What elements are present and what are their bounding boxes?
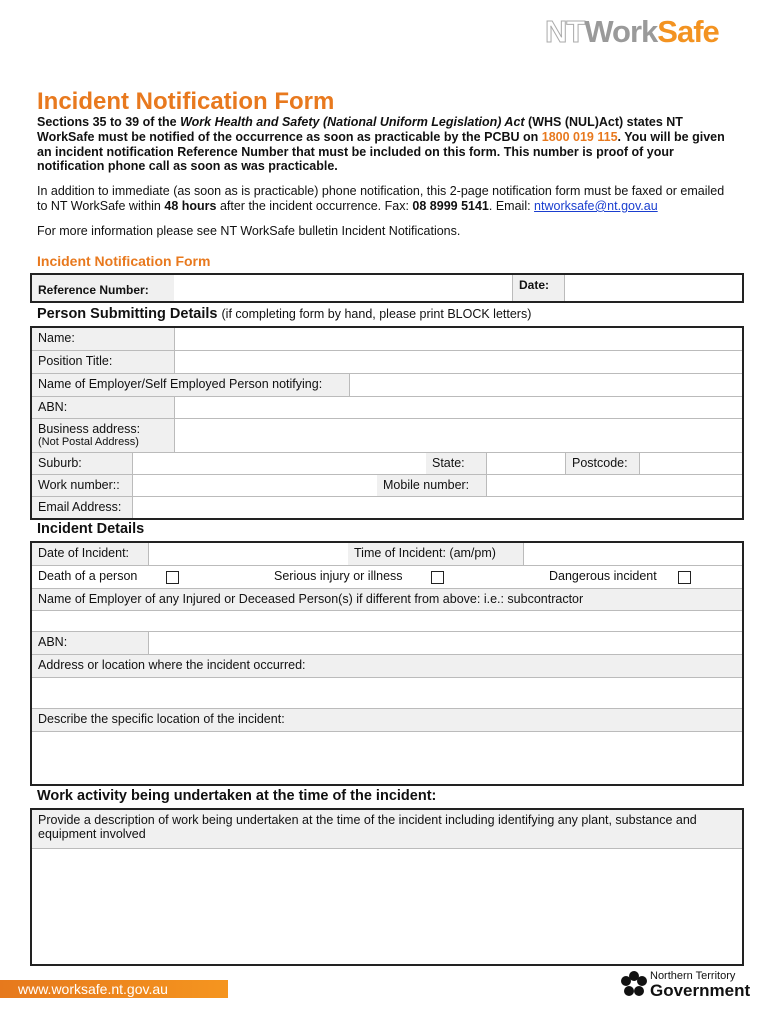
specific-location-label: Describe the specific location of the incident: xyxy=(32,709,742,731)
state-label: State: xyxy=(426,453,486,474)
intro-paragraph-2 xyxy=(37,184,737,214)
email-link[interactable]: ntworksafe@nt.gov.au xyxy=(534,198,658,213)
logo-work: Work xyxy=(584,14,658,49)
date-of-incident-label: Date of Incident: xyxy=(32,543,148,565)
label-text: Business address: xyxy=(38,422,141,436)
gov-line-2: Government xyxy=(650,981,751,1000)
serious-injury-label: Serious injury or illness xyxy=(274,569,403,583)
name-label: Name: xyxy=(32,328,174,350)
dangerous-incident-checkbox[interactable] xyxy=(678,571,691,584)
heading-note: (if completing form by hand, please print BLOCK letters) xyxy=(221,307,532,321)
work-number-label: Work number:: xyxy=(32,475,132,496)
employer-field[interactable] xyxy=(349,374,742,396)
suburb-label: Suburb: xyxy=(32,453,132,474)
phone-number: 1800 019 115 xyxy=(541,129,618,144)
nt-worksafe-logo xyxy=(545,14,719,50)
section-subheading: Incident Notification Form xyxy=(37,253,211,269)
work-activity-heading: Work activity being undertaken at the time of the incident: xyxy=(37,788,437,804)
employer-label: Name of Employer/Self Employed Person notifying: xyxy=(32,374,349,396)
work-activity-field[interactable] xyxy=(32,848,742,964)
page-title: Incident Notification Form xyxy=(37,88,335,115)
deadline: 48 hours xyxy=(164,198,217,213)
intro-paragraph-1 xyxy=(37,115,737,174)
position-title-label: Position Title: xyxy=(32,351,174,373)
business-address-label xyxy=(32,419,174,452)
death-checkbox[interactable] xyxy=(166,571,179,584)
website-link[interactable]: www.worksafe.nt.gov.au xyxy=(0,980,228,998)
incident-address-field[interactable] xyxy=(32,677,742,709)
state-field[interactable] xyxy=(486,453,566,474)
reference-number-label: Reference Number: xyxy=(32,275,174,301)
person-heading xyxy=(37,306,531,322)
incident-table xyxy=(30,541,744,786)
postcode-label: Postcode: xyxy=(565,453,639,474)
incident-address-label: Address or location where the incident occurred: xyxy=(32,655,742,677)
work-activity-prompt: Provide a description of work being undertaken at the time of the incident including identifying any plant, substance and equipment involved xyxy=(32,810,742,848)
dangerous-incident-label: Dangerous incident xyxy=(549,569,657,583)
injured-employer-label: Name of Employer of any Injured or Deceased Person(s) if different from above: i.e.: subcontractor xyxy=(32,589,742,610)
text: Sections 35 to 39 of the xyxy=(37,115,181,129)
flower-icon xyxy=(620,970,648,998)
specific-location-field[interactable] xyxy=(32,731,742,785)
person-table xyxy=(30,326,744,520)
text: after the incident occurrence. Fax: xyxy=(216,198,413,213)
mobile-number-label: Mobile number: xyxy=(377,475,486,496)
position-title-field[interactable] xyxy=(174,351,742,373)
time-of-incident-label: Time of Incident: (am/pm) xyxy=(348,543,523,565)
email-field[interactable] xyxy=(132,497,742,518)
abn-field[interactable] xyxy=(174,397,742,418)
suburb-field[interactable] xyxy=(132,453,427,474)
date-field[interactable] xyxy=(565,275,742,301)
death-label: Death of a person xyxy=(38,569,138,583)
incident-abn-label: ABN: xyxy=(32,632,148,654)
work-number-field[interactable] xyxy=(132,475,378,496)
act-name: Work Health and Safety (National Uniform Legislation) Act xyxy=(180,115,525,129)
business-address-field[interactable] xyxy=(174,419,742,452)
abn-label: ABN: xyxy=(32,397,174,418)
injured-employer-field[interactable] xyxy=(32,610,742,632)
text: (WHS (NUL)Act) states NT WorkSafe must be notified of the occurrence as soon as practicable by the PCBU on xyxy=(37,115,683,144)
fax-number: 08 8999 5141 xyxy=(412,198,489,213)
reference-number-field[interactable] xyxy=(174,275,512,301)
date-of-incident-field[interactable] xyxy=(148,543,349,565)
label-note: (Not Postal Address) xyxy=(38,436,139,448)
text: . Email: xyxy=(488,198,535,213)
logo-nt: NT xyxy=(545,14,585,49)
heading-text: Person Submitting Details xyxy=(37,306,218,322)
work-activity-table xyxy=(30,808,744,966)
text: . You will be given an incident notification Reference Number that must be included on this form. This number is proof of your notification phone call as soon as was practicable. xyxy=(37,129,725,174)
postcode-field[interactable] xyxy=(639,453,742,474)
incident-abn-field[interactable] xyxy=(148,632,742,654)
logo-safe: Safe xyxy=(657,14,719,49)
name-field[interactable] xyxy=(174,328,742,350)
incident-heading: Incident Details xyxy=(37,521,145,537)
intro-paragraph-3: For more information please see NT WorkSafe bulletin Incident Notifications. xyxy=(37,224,461,238)
serious-injury-checkbox[interactable] xyxy=(431,571,444,584)
time-of-incident-field[interactable] xyxy=(523,543,742,565)
email-label: Email Address: xyxy=(32,497,132,518)
text: In addition to immediate (as soon as is practicable) phone notification, this 2-page notification form must be faxed or emailed to NT WorkSafe within xyxy=(37,184,725,213)
date-label: Date: xyxy=(512,275,565,301)
reference-table xyxy=(30,273,744,303)
mobile-number-field[interactable] xyxy=(486,475,742,496)
gov-line-1: Northern Territory xyxy=(650,970,736,982)
